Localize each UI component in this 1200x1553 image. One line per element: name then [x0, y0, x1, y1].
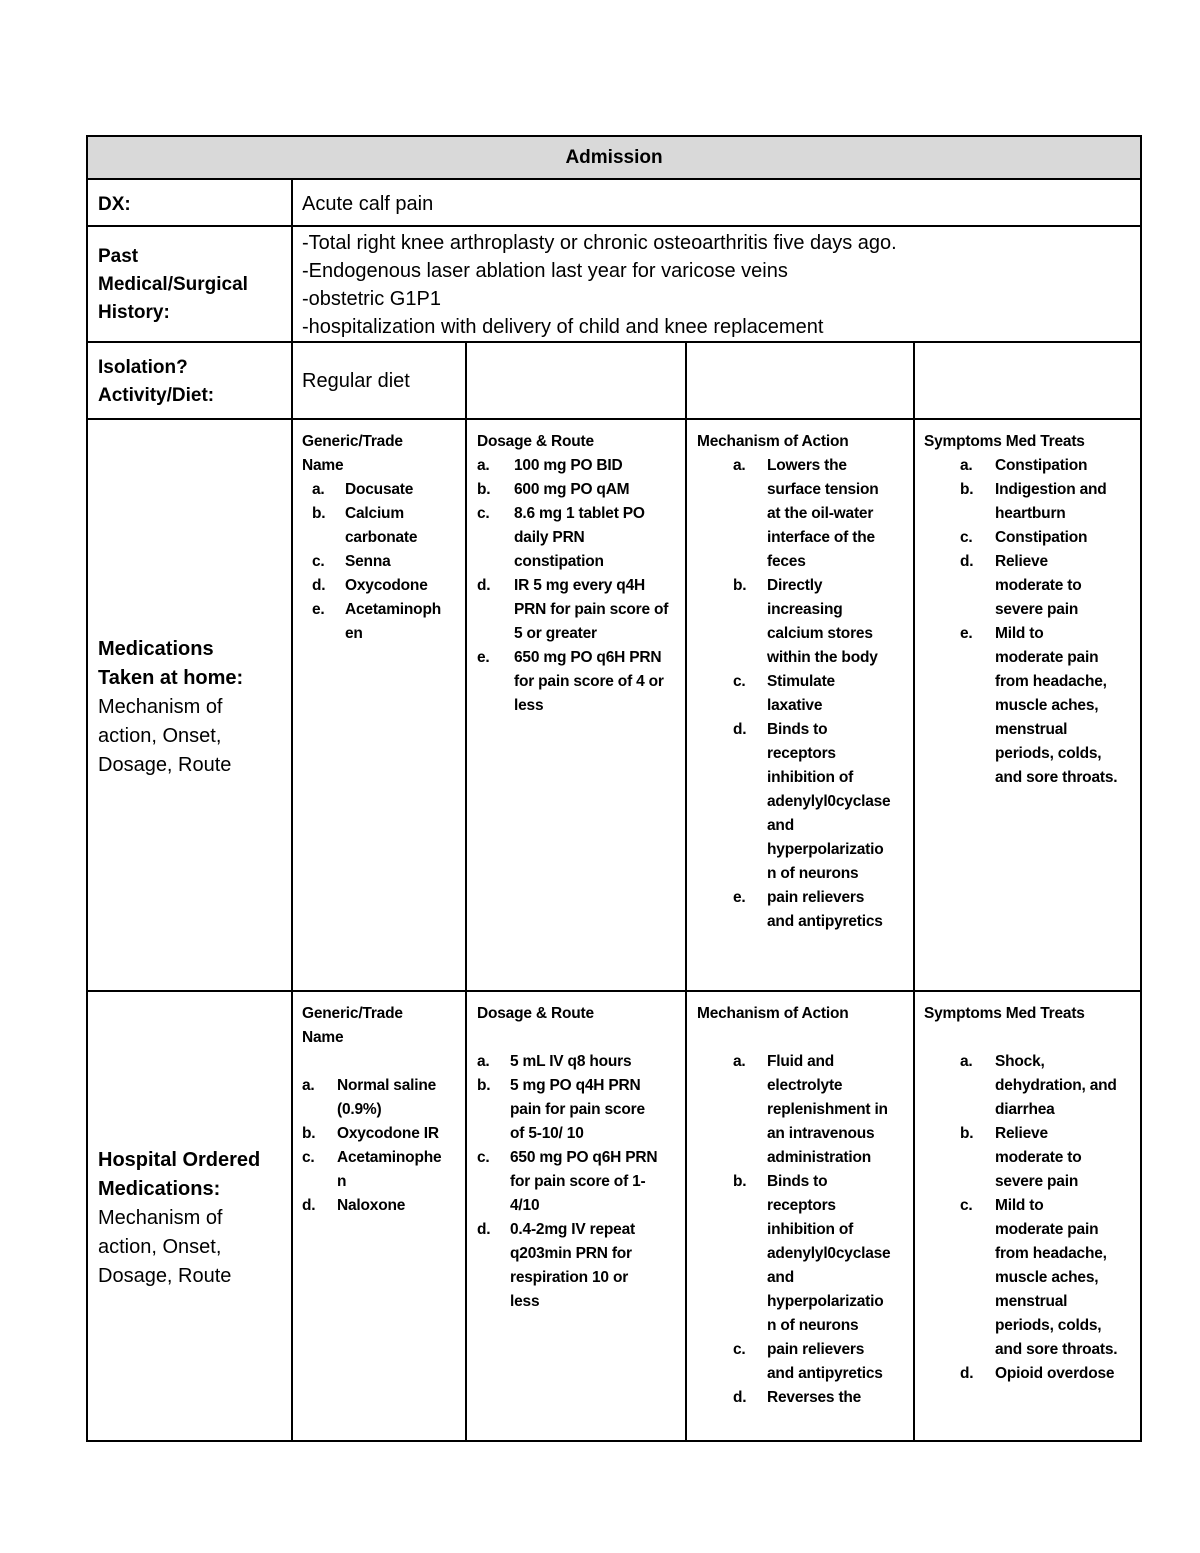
item-text: less	[514, 697, 544, 714]
med-list	[924, 1050, 1142, 1386]
list-item	[477, 1050, 683, 1074]
column-header: Name	[302, 1029, 344, 1046]
list-marker: a.	[477, 1053, 490, 1070]
history-line: -hospitalization with delivery of child and knee replacement	[302, 316, 824, 338]
home-generic-column	[302, 430, 462, 646]
hospital-mechanism-column	[697, 1002, 911, 1410]
list-item	[697, 718, 911, 886]
item-text: Docusate	[345, 481, 414, 498]
row-divider	[88, 341, 1140, 343]
list-item	[697, 1386, 911, 1410]
history-line: -obstetric G1P1	[302, 288, 441, 310]
list-item	[477, 1218, 683, 1314]
med-list	[697, 1050, 911, 1410]
home-symptoms-column	[924, 430, 1142, 790]
item-text: 100 mg PO BID	[514, 457, 623, 474]
item-text: muscle aches,	[995, 1269, 1099, 1286]
item-text: periods, colds,	[995, 745, 1102, 762]
list-marker: c.	[312, 553, 325, 570]
item-text: Lowers the	[767, 457, 847, 474]
list-item	[302, 574, 462, 598]
item-text: (0.9%)	[337, 1101, 382, 1118]
hospital-meds-label: Hospital Ordered Medications: Mechanism of action, Onset, Dosage, Route	[98, 1149, 261, 1287]
item-text: menstrual	[995, 1293, 1068, 1310]
column-divider	[685, 341, 687, 1442]
item-text: Senna	[345, 553, 391, 570]
row-divider	[88, 418, 1140, 420]
item-text: 0.4-2mg IV repeat	[510, 1221, 635, 1238]
hospital-generic-column	[302, 1002, 462, 1218]
home-meds-label: Medications Taken at home: Mechanism of action, Onset, Dosage, Route	[98, 638, 244, 776]
item-text: dehydration, and	[995, 1077, 1117, 1094]
list-marker: d.	[312, 577, 326, 594]
list-marker: c.	[960, 529, 973, 546]
list-item	[697, 1050, 911, 1170]
list-item	[924, 454, 1142, 478]
item-text: 600 mg PO qAM	[514, 481, 630, 498]
list-marker: c.	[477, 1149, 490, 1166]
item-text: moderate to	[995, 577, 1082, 594]
list-item	[697, 1170, 911, 1338]
list-item	[477, 646, 683, 718]
history-label: Past Medical/Surgical History:	[98, 246, 248, 323]
item-text: carbonate	[345, 529, 418, 546]
hospital-symptoms-column	[924, 1002, 1142, 1386]
list-item	[302, 598, 462, 646]
item-text: from headache,	[995, 673, 1107, 690]
row-divider	[88, 990, 1140, 992]
item-text: Constipation	[995, 529, 1088, 546]
list-marker: a.	[302, 1077, 315, 1094]
item-text: within the body	[767, 649, 878, 666]
list-item	[302, 478, 462, 502]
list-marker: b.	[477, 1077, 491, 1094]
list-item	[477, 454, 683, 478]
item-text: receptors	[767, 745, 836, 762]
item-text: Oxycodone IR	[337, 1125, 439, 1142]
history-value	[302, 229, 897, 341]
list-marker: b.	[477, 481, 491, 498]
med-list	[477, 1050, 683, 1314]
item-text: n of neurons	[767, 865, 859, 882]
list-marker: d.	[733, 721, 747, 738]
item-text: Reverses the	[767, 1389, 862, 1406]
item-text: feces	[767, 553, 806, 570]
list-item	[477, 1146, 683, 1218]
column-header: Dosage & Route	[477, 433, 594, 450]
list-marker: c.	[733, 673, 746, 690]
list-marker: a.	[960, 457, 973, 474]
home-dosage-column	[477, 430, 683, 718]
item-text: n of neurons	[767, 1317, 859, 1334]
item-text: muscle aches,	[995, 697, 1099, 714]
list-item	[302, 1074, 462, 1122]
item-text: moderate pain	[995, 649, 1099, 666]
list-item	[697, 670, 911, 718]
item-text: less	[510, 1293, 540, 1310]
row-divider	[88, 178, 1140, 180]
item-text: calcium stores	[767, 625, 873, 642]
item-text: increasing	[767, 601, 843, 618]
item-text: surface tension	[767, 481, 879, 498]
item-text: severe pain	[995, 601, 1079, 618]
list-item	[302, 502, 462, 550]
dx-label: DX:	[98, 194, 131, 215]
column-header: Symptoms Med Treats	[924, 1005, 1085, 1022]
item-text: constipation	[514, 553, 604, 570]
list-marker: d.	[302, 1197, 316, 1214]
list-item	[924, 622, 1142, 790]
list-marker: d.	[477, 577, 491, 594]
item-text: Mild to	[995, 625, 1044, 642]
item-text: daily PRN	[514, 529, 585, 546]
item-text: 650 mg PO q6H PRN	[510, 1149, 658, 1166]
item-text: severe pain	[995, 1173, 1079, 1190]
column-header: Generic/Trade	[302, 1005, 403, 1022]
list-item	[924, 478, 1142, 526]
item-text: Acetaminophe	[337, 1149, 442, 1166]
list-item	[477, 478, 683, 502]
item-text: hyperpolarizatio	[767, 1293, 884, 1310]
item-text: and	[767, 1269, 794, 1286]
item-text: en	[345, 625, 363, 642]
med-list	[477, 454, 683, 718]
column-divider	[291, 178, 293, 1442]
list-marker: c.	[302, 1149, 315, 1166]
list-marker: b.	[960, 1125, 974, 1142]
item-text: diarrhea	[995, 1101, 1055, 1118]
isolation-label: Isolation? Activity/Diet:	[98, 357, 215, 406]
list-item	[302, 1146, 462, 1194]
list-item	[697, 886, 911, 934]
item-text: menstrual	[995, 721, 1068, 738]
item-text: Binds to	[767, 1173, 828, 1190]
list-marker: b.	[312, 505, 326, 522]
list-marker: b.	[960, 481, 974, 498]
column-header: Mechanism of Action	[697, 1005, 849, 1022]
item-text: of 5-10/ 10	[510, 1125, 584, 1142]
list-marker: a.	[733, 1053, 746, 1070]
list-marker: e.	[733, 889, 746, 906]
item-text: Shock,	[995, 1053, 1045, 1070]
column-header: Mechanism of Action	[697, 433, 849, 450]
item-text: pain relievers	[767, 889, 865, 906]
med-list	[302, 478, 462, 646]
item-text: 5 mL IV q8 hours	[510, 1053, 632, 1070]
item-text: adenylyl0cyclase	[767, 793, 891, 810]
item-text: periods, colds,	[995, 1317, 1102, 1334]
item-text: respiration 10 or	[510, 1269, 629, 1286]
column-header: Name	[302, 457, 344, 474]
item-text: adenylyl0cyclase	[767, 1245, 891, 1262]
item-text: Mild to	[995, 1197, 1044, 1214]
list-item	[697, 1338, 911, 1386]
column-header: Symptoms Med Treats	[924, 433, 1085, 450]
item-text: Fluid and	[767, 1053, 835, 1070]
history-line: -Total right knee arthroplasty or chronic osteoarthritis five days ago.	[302, 232, 897, 254]
med-list	[302, 1074, 462, 1218]
item-text: pain for pain score	[510, 1101, 645, 1118]
item-text: 5 or greater	[514, 625, 597, 642]
list-marker: e.	[960, 625, 973, 642]
list-item	[477, 1074, 683, 1146]
list-item	[924, 526, 1142, 550]
list-item	[924, 1194, 1142, 1362]
item-text: pain relievers	[767, 1341, 865, 1358]
item-text: 650 mg PO q6H PRN	[514, 649, 662, 666]
item-text: 4/10	[510, 1197, 540, 1214]
item-text: PRN for pain score of	[514, 601, 669, 618]
list-item	[924, 1122, 1142, 1194]
home-mechanism-column	[697, 430, 911, 934]
column-header: Dosage & Route	[477, 1005, 594, 1022]
item-text: IR 5 mg every q4H	[514, 577, 645, 594]
item-text: inhibition of	[767, 1221, 854, 1238]
item-text: laxative	[767, 697, 823, 714]
list-item	[697, 454, 911, 574]
list-marker: b.	[302, 1125, 316, 1142]
item-text: Acetaminoph	[345, 601, 441, 618]
column-divider	[465, 341, 467, 1442]
item-text: moderate to	[995, 1149, 1082, 1166]
column-header: Generic/Trade	[302, 433, 403, 450]
list-marker: d.	[960, 1365, 974, 1382]
list-marker: b.	[733, 577, 747, 594]
list-item	[697, 574, 911, 670]
diet-value: Regular diet	[302, 370, 410, 392]
list-marker: c.	[960, 1197, 973, 1214]
item-text: Oxycodone	[345, 577, 428, 594]
item-text: Constipation	[995, 457, 1088, 474]
item-text: Naloxone	[337, 1197, 406, 1214]
list-marker: e.	[477, 649, 490, 666]
item-text: receptors	[767, 1197, 836, 1214]
list-marker: a.	[477, 457, 490, 474]
list-item	[302, 550, 462, 574]
item-text: Binds to	[767, 721, 828, 738]
item-text: Normal saline	[337, 1077, 437, 1094]
item-text: an intravenous	[767, 1125, 875, 1142]
item-text: and antipyretics	[767, 913, 883, 930]
admission-title: Admission	[88, 137, 1140, 178]
dx-value: Acute calf pain	[302, 193, 434, 215]
item-text: for pain score of 1-	[510, 1173, 646, 1190]
list-marker: d.	[960, 553, 974, 570]
item-text: 8.6 mg 1 tablet PO	[514, 505, 645, 522]
item-text: administration	[767, 1149, 871, 1166]
list-marker: c.	[733, 1341, 746, 1358]
med-list	[924, 454, 1142, 790]
item-text: interface of the	[767, 529, 875, 546]
item-text: from headache,	[995, 1245, 1107, 1262]
item-text: and antipyretics	[767, 1365, 883, 1382]
item-text: moderate pain	[995, 1221, 1099, 1238]
item-text: hyperpolarizatio	[767, 841, 884, 858]
item-text: Opioid overdose	[995, 1365, 1115, 1382]
item-text: and sore throats.	[995, 1341, 1118, 1358]
list-marker: d.	[733, 1389, 747, 1406]
item-text: 5 mg PO q4H PRN	[510, 1077, 641, 1094]
list-marker: d.	[477, 1221, 491, 1238]
item-text: at the oil-water	[767, 505, 874, 522]
list-item	[302, 1194, 462, 1218]
item-text: and	[767, 817, 794, 834]
list-marker: e.	[312, 601, 325, 618]
item-text: n	[337, 1173, 347, 1190]
item-text: heartburn	[995, 505, 1066, 522]
history-line: -Endogenous laser ablation last year for varicose veins	[302, 260, 788, 282]
item-text: Calcium	[345, 505, 404, 522]
list-marker: a.	[312, 481, 325, 498]
item-text: Directly	[767, 577, 823, 594]
item-text: and sore throats.	[995, 769, 1118, 786]
item-text: Indigestion and	[995, 481, 1107, 498]
item-text: inhibition of	[767, 769, 854, 786]
list-item	[477, 502, 683, 574]
row-divider	[88, 225, 1140, 227]
list-marker: b.	[733, 1173, 747, 1190]
med-list	[697, 454, 911, 934]
item-text: electrolyte	[767, 1077, 843, 1094]
list-item	[924, 1362, 1142, 1386]
item-text: replenishment in	[767, 1101, 888, 1118]
hospital-dosage-column	[477, 1002, 683, 1314]
column-divider	[913, 341, 915, 1442]
list-marker: a.	[733, 457, 746, 474]
list-item	[302, 1122, 462, 1146]
item-text: for pain score of 4 or	[514, 673, 664, 690]
list-marker: a.	[960, 1053, 973, 1070]
admission-form	[86, 135, 1142, 1442]
item-text: Relieve	[995, 1125, 1048, 1142]
list-item	[924, 1050, 1142, 1122]
list-item	[477, 574, 683, 646]
list-marker: c.	[477, 505, 490, 522]
list-item	[924, 550, 1142, 622]
item-text: Stimulate	[767, 673, 835, 690]
item-text: q203min PRN for	[510, 1245, 632, 1262]
item-text: Relieve	[995, 553, 1048, 570]
